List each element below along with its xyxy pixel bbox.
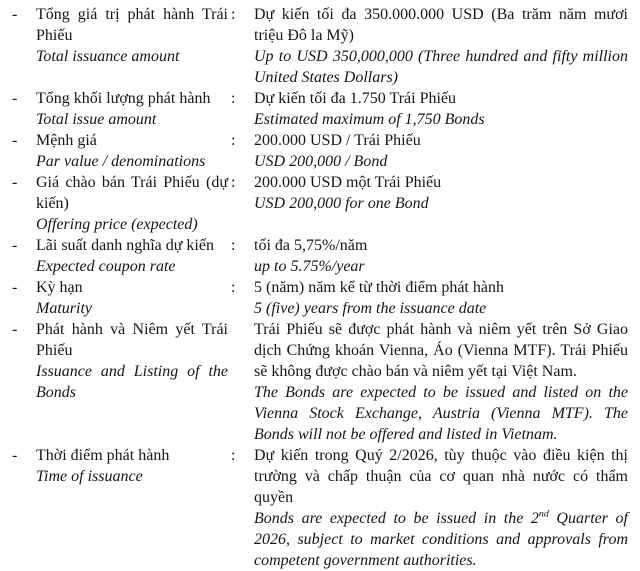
value-vietnamese: tối đa 5,75%/năm xyxy=(254,237,368,254)
table-row xyxy=(10,130,628,172)
label-vietnamese: Giá chào bán Trái Phiếu (dự kiến) xyxy=(36,174,228,212)
row-value xyxy=(254,445,628,571)
value-english-text: Bonds are expected to be issued in the 2 xyxy=(254,510,539,527)
value-vietnamese: 5 (năm) năm kể từ thời điểm phát hành xyxy=(254,279,504,296)
value-english: USD 200,000 for one Bond xyxy=(254,195,429,212)
colon-separator: : xyxy=(231,132,236,149)
label-english: Total issue amount xyxy=(36,111,157,128)
row-value xyxy=(254,277,628,319)
value-vietnamese: Dự kiến trong Quý 2/2026, tùy thuộc vào điều kiện thị trường và chấp thuận của cơ quan nhà nước có thẩm quyền xyxy=(254,447,628,506)
label-english: Par value / denominations xyxy=(36,153,206,170)
row-label xyxy=(36,130,228,172)
row-value xyxy=(254,172,628,214)
label-vietnamese: Thời điểm phát hành xyxy=(36,447,170,464)
value-vietnamese: Dự kiến tối đa 1.750 Trái Phiếu xyxy=(254,90,457,107)
label-vietnamese: Tổng khối lượng phát hành xyxy=(36,90,211,107)
value-vietnamese: Dự kiến tối đa 350.000.000 USD (Ba trăm năm mươi triệu Đô la Mỹ) xyxy=(254,6,628,44)
label-english: Total issuance amount xyxy=(36,48,180,65)
bullet-dash: - xyxy=(12,132,18,149)
bullet-dash: - xyxy=(12,90,18,107)
colon-separator: : xyxy=(231,237,236,254)
row-label xyxy=(36,235,228,277)
value-vietnamese: 200.000 USD một Trái Phiếu xyxy=(254,174,442,191)
ordinal-superscript: nd xyxy=(538,508,549,520)
colon-separator: : xyxy=(231,6,236,23)
bullet-dash: - xyxy=(12,237,18,254)
row-label xyxy=(36,445,228,487)
row-label xyxy=(36,319,228,403)
label-vietnamese: Mệnh giá xyxy=(36,132,97,149)
label-english: Offering price (expected) xyxy=(36,216,198,233)
value-english: up to 5.75%/year xyxy=(254,258,365,275)
row-value xyxy=(254,130,628,172)
table-row xyxy=(10,277,628,319)
label-english: Time of issuance xyxy=(36,468,143,485)
bullet-dash: - xyxy=(12,174,18,191)
colon-separator: : xyxy=(231,174,236,191)
row-label xyxy=(36,277,228,319)
value-english xyxy=(254,508,628,571)
colon-separator: : xyxy=(231,447,236,464)
label-vietnamese: Phát hành và Niêm yết Trái Phiếu xyxy=(36,321,228,359)
table-row xyxy=(10,319,628,445)
label-english: Maturity xyxy=(36,300,92,317)
value-english-text: Quarter of 2026, subject to market conditions and approvals from competent government authorities. xyxy=(254,510,628,569)
row-value xyxy=(254,319,628,445)
value-vietnamese: Trái Phiếu sẽ được phát hành và niêm yết trên Sở Giao dịch Chứng khoán Vienna, Áo (Vienna MTF). Trái Phiếu sẽ không được chào bán và niêm yết tại Việt Nam. xyxy=(254,321,628,380)
label-english: Expected coupon rate xyxy=(36,258,176,275)
value-english: Estimated maximum of 1,750 Bonds xyxy=(254,111,485,128)
table-row xyxy=(10,235,628,277)
table-row xyxy=(10,88,628,130)
table-row xyxy=(10,445,628,571)
value-english: Up to USD 350,000,000 (Three hundred and fifty million United States Dollars) xyxy=(254,48,628,86)
value-english: USD 200,000 / Bond xyxy=(254,153,388,170)
bullet-dash: - xyxy=(12,321,18,338)
bullet-dash: - xyxy=(12,6,18,23)
label-vietnamese: Kỳ hạn xyxy=(36,279,83,296)
label-vietnamese: Tổng giá trị phát hành Trái Phiếu xyxy=(36,6,228,44)
label-english: Issuance and Listing of the Bonds xyxy=(36,363,228,401)
colon-separator: : xyxy=(231,279,236,296)
value-english: The Bonds are expected to be issued and listed on the Vienna Stock Exchange, Austria (Vienna MTF). The Bonds will not be offered and listed in Vietnam. xyxy=(254,384,628,443)
row-value xyxy=(254,88,628,130)
row-value xyxy=(254,4,628,88)
value-english: 5 (five) years from the issuance date xyxy=(254,300,487,317)
bullet-dash: - xyxy=(12,279,18,296)
row-label xyxy=(36,172,228,235)
row-label xyxy=(36,4,228,67)
bullet-dash: - xyxy=(12,447,18,464)
value-vietnamese: 200.000 USD / Trái Phiếu xyxy=(254,132,421,149)
table-row xyxy=(10,172,628,235)
row-value xyxy=(254,235,628,277)
table-row xyxy=(10,4,628,88)
label-vietnamese: Lãi suất danh nghĩa dự kiến xyxy=(36,237,214,254)
row-label xyxy=(36,88,228,130)
colon-separator: : xyxy=(231,90,236,107)
